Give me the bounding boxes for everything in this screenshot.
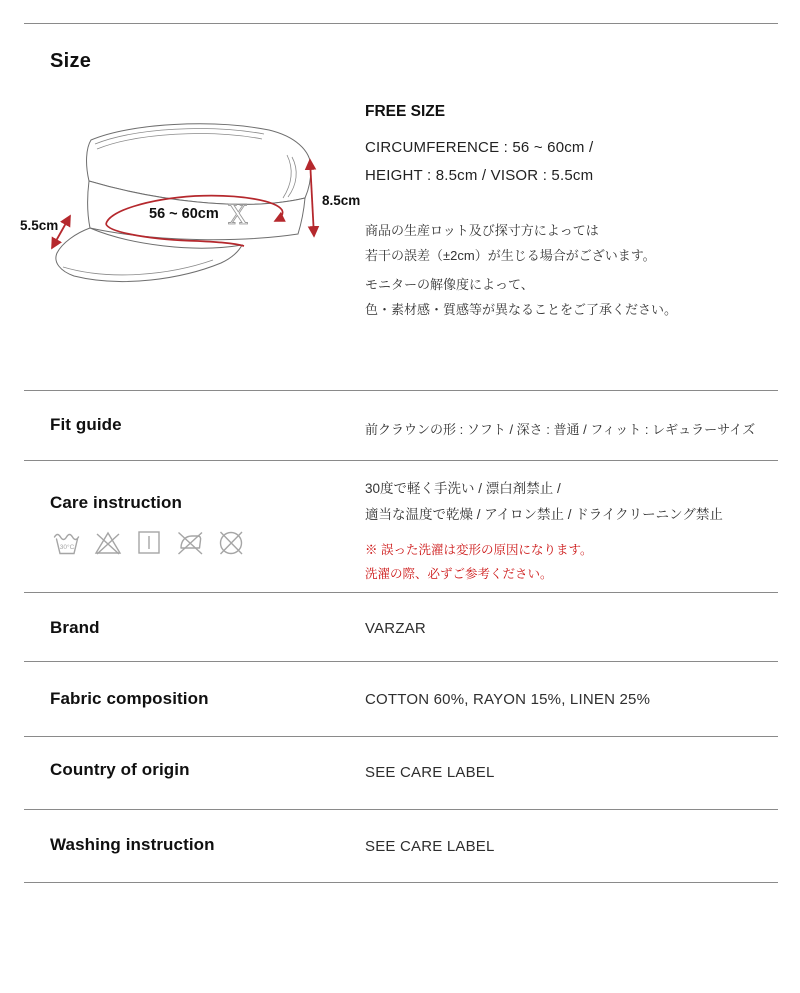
height-measure-label: 8.5cm: [322, 193, 360, 208]
no-bleach-icon: [93, 527, 123, 557]
care-warning-line1: ※ 誤った洗濯は変形の原因になります。: [365, 543, 593, 557]
washing-instruction-value: SEE CARE LABEL: [365, 838, 495, 855]
spec-circumference: CIRCUMFERENCE : 56 ~ 60cm /: [365, 139, 594, 156]
brand-value: VARZAR: [365, 620, 426, 637]
size-note-1-line1: 商品の生産ロット及び探寸方によっては: [365, 223, 599, 238]
size-note-2-line1: モニターの解像度によって、: [365, 277, 534, 292]
divider-brand-top: [24, 592, 778, 593]
laundry-icons-row: [52, 527, 246, 557]
care-text: [365, 476, 723, 528]
care-warning-line2: 洗濯の際、必ずご参考ください。: [365, 567, 553, 581]
care-text-line2: 適当な温度で乾燥 / アイロン禁止 / ドライクリーニング禁止: [365, 507, 723, 522]
divider-fit-guide-top: [24, 390, 778, 391]
free-size-title: FREE SIZE: [365, 103, 446, 120]
washing-instruction-label: Washing instruction: [50, 835, 215, 854]
divider-top: [24, 23, 778, 24]
size-note-1-line2: 若干の誤差（±2cm）が生じる場合がございます。: [365, 248, 656, 263]
size-heading: Size: [50, 50, 92, 72]
size-note-1: [365, 218, 656, 268]
fabric-composition-value: COTTON 60%, RAYON 15%, LINEN 25%: [365, 691, 651, 708]
divider-fabric-top: [24, 661, 778, 662]
care-warning: [365, 538, 592, 586]
hat-measurement-diagram: [10, 118, 360, 343]
spec-height-visor: HEIGHT : 8.5cm / VISOR : 5.5cm: [365, 167, 594, 184]
visor-measure-label: 5.5cm: [20, 218, 59, 233]
divider-country-top: [24, 736, 778, 737]
no-dry-clean-icon: [216, 527, 246, 557]
fit-guide-label: Fit guide: [50, 415, 122, 434]
drip-dry-icon: [134, 527, 164, 557]
size-note-2: [365, 272, 677, 322]
fit-guide-value: 前クラウンの形 : ソフト / 深さ : 普通 / フィット : レギュラーサイズ: [365, 422, 756, 437]
brand-label: Brand: [50, 618, 100, 637]
divider-bottom: [24, 882, 778, 883]
country-of-origin-label: Country of origin: [50, 760, 190, 779]
divider-washing-top: [24, 809, 778, 810]
fabric-composition-label: Fabric composition: [50, 689, 209, 708]
height-measure-arrow: [310, 160, 314, 236]
wash-temp-label: 30°C: [59, 544, 75, 551]
care-instruction-label: Care instruction: [50, 493, 182, 512]
circumference-measure-label: 56 ~ 60cm: [149, 206, 219, 222]
hat-band-emblem-icon: X: [228, 200, 248, 231]
care-text-line1: 30度で軽く手洗い / 漂白剤禁止 /: [365, 481, 561, 496]
no-iron-icon: [175, 527, 205, 557]
hand-wash-30-icon: [52, 527, 82, 557]
divider-care-top: [24, 460, 778, 461]
country-of-origin-value: SEE CARE LABEL: [365, 764, 495, 781]
size-note-2-line2: 色・素材感・質感等が異なることをご了承ください。: [365, 302, 678, 317]
